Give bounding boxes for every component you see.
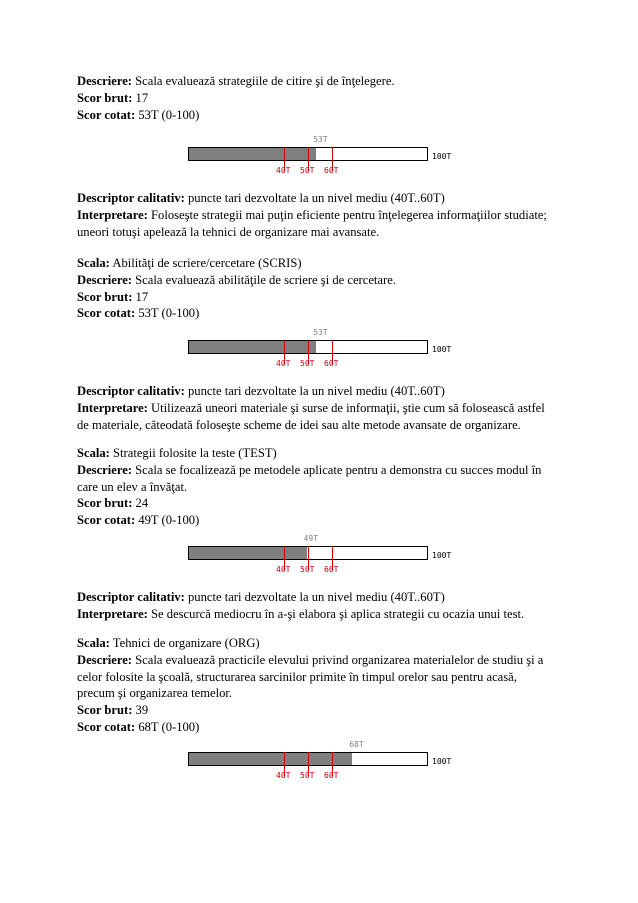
scaled-score-label: Scor cotat: xyxy=(77,107,136,122)
scaled-score-value: 53T (0-100) xyxy=(135,306,200,321)
description xyxy=(77,73,395,90)
threshold-label: 40T xyxy=(276,359,291,368)
scaled-score-value: 68T (0-100) xyxy=(135,720,200,734)
description-value: Scala se focalizează pe metodele aplicate pentru a demonstra cu succes modul în xyxy=(132,462,542,477)
threshold-label: 50T xyxy=(300,359,315,368)
max-label: 100T xyxy=(432,757,452,766)
description-value: care un elev a învăţat. xyxy=(77,479,188,494)
description-value: Scala evaluează practicile elevului privind organizarea materialelor de studiu şi a xyxy=(132,652,544,667)
max-label: 100T xyxy=(432,152,452,161)
raw-score-value: 17 xyxy=(132,289,149,304)
scale-name-value: Abilităţi de scriere/cercetare (SCRIS) xyxy=(109,256,302,270)
qualitative-descriptor xyxy=(77,383,445,400)
score-bar-fill xyxy=(189,547,307,559)
qualitative-descriptor-label: Descriptor calitativ: xyxy=(77,590,185,604)
scaled-score-label: Scor cotat: xyxy=(77,513,136,528)
score-label: 68T xyxy=(349,740,364,749)
threshold-label: 60T xyxy=(324,166,339,175)
threshold-label: 60T xyxy=(324,771,339,780)
raw-score-value: 39 xyxy=(132,703,149,718)
interpretation-value: Se descurcă mediocru în a-şi elabora şi aplica strategii cu ocazia unui test. xyxy=(147,606,525,621)
raw-score-label: Scor brut: xyxy=(77,289,133,304)
description-label: Descriere: xyxy=(77,652,132,667)
description-value: precum şi organizarea temelor. xyxy=(77,686,233,701)
threshold-label: 60T xyxy=(324,565,339,574)
interpretation-value: de materiale, câteodată foloseşte scheme de idei sau alte metode avansate de organizare. xyxy=(77,417,521,432)
interpretation-label: Interpretare: xyxy=(77,207,148,222)
score-chart xyxy=(188,136,488,176)
score-bar-track xyxy=(188,546,428,560)
interpretation-value: Utilizează uneori materiale şi surse de informaţii, ştie cum să folosească astfel xyxy=(147,400,545,415)
raw-score xyxy=(77,90,148,107)
scale-name-label: Scala: xyxy=(77,256,110,270)
description-value: Scala evaluează strategiile de citire şi de înţelegere. xyxy=(132,74,395,88)
qualitative-descriptor xyxy=(77,190,445,207)
interpretation xyxy=(77,606,524,623)
raw-score-value: 24 xyxy=(132,496,149,511)
description-label: Descriere: xyxy=(77,74,132,88)
scaled-score xyxy=(77,107,199,124)
description xyxy=(77,685,232,702)
threshold-label: 40T xyxy=(276,771,291,780)
score-chart xyxy=(188,741,488,781)
score-label: 49T xyxy=(303,534,319,543)
threshold-label: 60T xyxy=(324,359,339,368)
interpretation-label: Interpretare: xyxy=(77,400,148,415)
threshold-label: 40T xyxy=(276,166,291,175)
qualitative-descriptor-value: puncte tari dezvoltate la un nivel mediu (40T..60T) xyxy=(184,191,445,205)
description xyxy=(77,272,396,289)
scale-name-value: Strategii folosite la teste (TEST) xyxy=(109,446,277,460)
interpretation xyxy=(77,417,521,434)
interpretation xyxy=(77,400,545,417)
description xyxy=(77,652,543,669)
raw-score xyxy=(77,702,148,719)
qualitative-descriptor-value: puncte tari dezvoltate la un nivel mediu (40T..60T) xyxy=(184,384,445,398)
qualitative-descriptor-label: Descriptor calitativ: xyxy=(77,384,185,398)
scale-name-label: Scala: xyxy=(77,446,110,460)
description-value: celor folosite la şcoală, structurarea sarcinilor primite în timpul orelor sau pentru acasă, xyxy=(77,669,517,684)
raw-score-value: 17 xyxy=(132,90,149,105)
scale-name xyxy=(77,635,260,652)
raw-score xyxy=(77,289,148,306)
score-bar-fill xyxy=(189,341,316,353)
score-bar-fill xyxy=(189,753,352,765)
score-label: 53T xyxy=(313,135,328,144)
description-value: Scala evaluează abilităţile de scriere şi de cercetare. xyxy=(132,272,396,287)
scaled-score-label: Scor cotat: xyxy=(77,306,136,321)
description xyxy=(77,462,541,479)
scaled-score-label: Scor cotat: xyxy=(77,720,136,734)
score-bar-track xyxy=(188,340,428,354)
qualitative-descriptor xyxy=(77,589,445,606)
score-label: 53T xyxy=(313,328,328,337)
scaled-score-value: 53T (0-100) xyxy=(135,107,200,122)
scale-name-value: Tehnici de organizare (ORG) xyxy=(109,636,260,650)
threshold-label: 50T xyxy=(300,771,315,780)
scaled-score xyxy=(77,512,199,529)
description-label: Descriere: xyxy=(77,462,132,477)
raw-score xyxy=(77,495,148,512)
score-bar-track xyxy=(188,147,428,161)
threshold-label: 50T xyxy=(300,166,315,175)
max-label: 100T xyxy=(432,345,452,354)
scaled-score xyxy=(77,305,199,322)
scaled-score-value: 49T (0-100) xyxy=(135,513,200,528)
qualitative-descriptor-label: Descriptor calitativ: xyxy=(77,191,185,205)
threshold-label: 40T xyxy=(276,565,291,574)
scale-name xyxy=(77,255,302,272)
interpretation xyxy=(77,207,547,224)
threshold-label: 50T xyxy=(300,565,315,574)
scale-name-label: Scala: xyxy=(77,636,110,650)
interpretation-value: uneori totuşi apelează la tehnici de organizare mai avansate. xyxy=(77,224,380,239)
max-label: 100T xyxy=(432,551,452,560)
qualitative-descriptor-value: puncte tari dezvoltate la un nivel mediu (40T..60T) xyxy=(184,590,445,604)
scale-name xyxy=(77,445,277,462)
score-chart xyxy=(188,329,488,369)
score-bar-track xyxy=(188,752,428,766)
scaled-score xyxy=(77,719,199,736)
interpretation-value: Foloseşte strategii mai puţin eficiente pentru înţelegerea informaţiilor studiate; xyxy=(147,207,547,222)
interpretation xyxy=(77,224,379,241)
raw-score-label: Scor brut: xyxy=(77,496,133,511)
raw-score-label: Scor brut: xyxy=(77,703,133,718)
score-bar-fill xyxy=(189,148,316,160)
description-label: Descriere: xyxy=(77,272,132,287)
raw-score-label: Scor brut: xyxy=(77,90,133,105)
description xyxy=(77,479,187,496)
score-chart xyxy=(188,535,488,575)
description xyxy=(77,669,517,686)
interpretation-label: Interpretare: xyxy=(77,606,148,621)
